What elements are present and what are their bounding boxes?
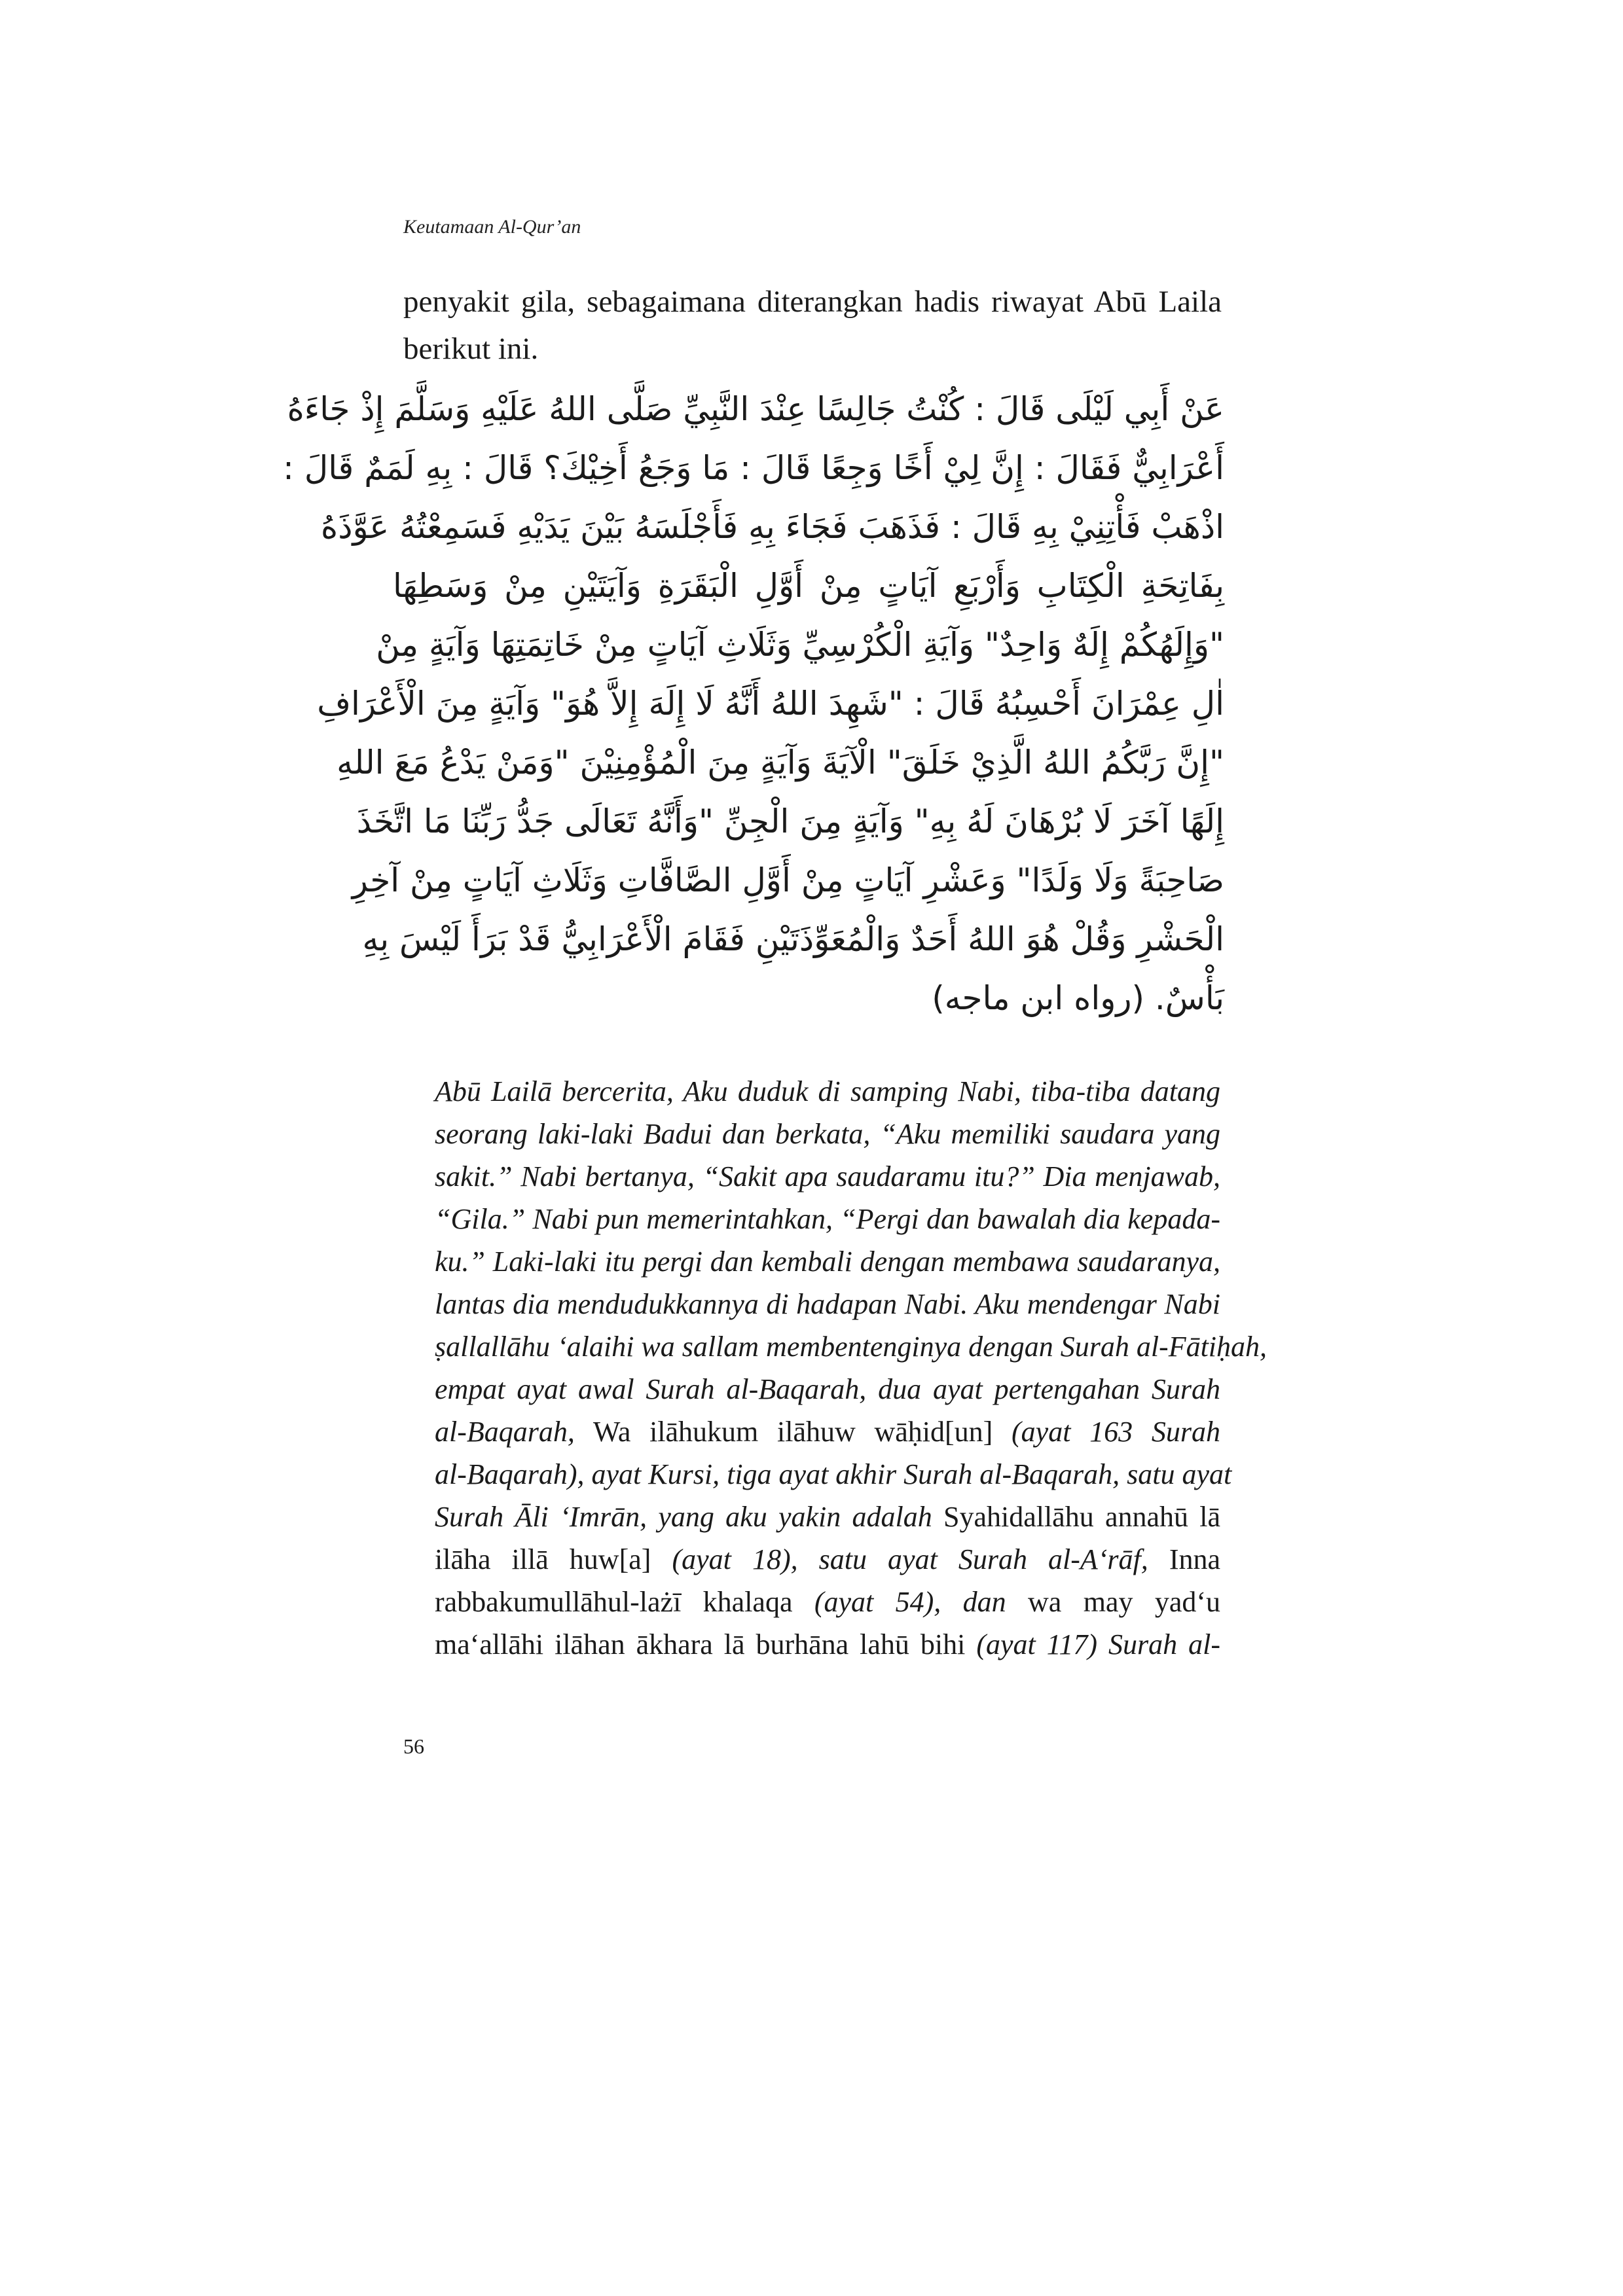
arabic-line: اذْهَبْ فَأْتِنِيْ بِهِ قَالَ : فَذَهَبَ فَجَاءَ بِهِ فَأَجْلَسَهُ بَيْنَ يَدَيْهِ فَسَمِعْتُهُ عَوَّذَهُ (321, 508, 1224, 546)
translation-line (435, 1623, 1220, 1666)
transliteration-segment: Inna (1169, 1543, 1221, 1575)
transliteration-segment: Syahidallāhu annahū lā (943, 1501, 1221, 1533)
arabic-line: "وَإِلَهُكُمْ إِلَهٌ وَاحِدٌ" وَآيَةِ الْكُرْسِيِّ وَثَلَاثِ آيَاتٍ مِنْ خَاتِمَتِهَا وَآيَةٍ مِنْ (376, 626, 1224, 664)
transliteration-segment: ilāha illā huw[a] (435, 1543, 651, 1575)
translation-paragraph (435, 1070, 1267, 1666)
intro-paragraph: penyakit gila, sebagaimana diterangkan hadis riwayat Abū Laila berikut ini. (403, 285, 1222, 366)
arabic-line: أَعْرَابِيٌّ فَقَالَ : إِنَّ لِيْ أَخًا وَجِعًا قَالَ : مَا وَجَعُ أَخِيْكَ؟ قَالَ : بِهِ لَمَمٌ قَالَ : (283, 449, 1224, 487)
translation-line: sakit.” Nabi bertanya, “Sakit apa saudaramu itu?” Dia menjawab, (435, 1160, 1220, 1193)
translation-line (435, 1496, 1220, 1538)
transliteration-segment: rabbakumullāhul-lażī khalaqa (435, 1586, 793, 1618)
running-header: Keutamaan Al-Qur’an (403, 216, 581, 238)
arabic-line: اٰلِ عِمْرَانَ أَحْسِبُهُ قَالَ : "شَهِدَ اللهُ أَنَّهُ لَا إِلَهَ إِلاَّ هُوَ" وَآيَةٍ مِنَ الْأَعْرَافِ (317, 685, 1224, 723)
translation-italic-segment: (ayat 54), dan (814, 1586, 1006, 1618)
translation-italic-segment: (ayat 117) Surah al- (976, 1628, 1220, 1660)
translation-line (435, 1410, 1220, 1453)
translation-line (435, 1581, 1220, 1623)
translation-italic-segment: (ayat 18), satu ayat Surah al-A‘rāf, (672, 1543, 1148, 1575)
translation-line: lantas dia mendudukkannya di hadapan Nabi. Aku mendengar Nabi (435, 1288, 1220, 1320)
translation-line: “Gila.” Nabi pun memerintahkan, “Pergi dan bawalah dia kepada- (435, 1203, 1220, 1235)
arabic-line: إِلَهًا آخَرَ لَا بُرْهَانَ لَهُ بِهِ" وَآيَةٍ مِنَ الْجِنِّ "وَأَنَّهُ تَعَالَى جَدُّ رَبِّنَا مَا اتَّخَذَ (356, 802, 1224, 840)
translation-line: ku.” Laki-laki itu pergi dan kembali dengan membawa saudaranya, (435, 1246, 1220, 1278)
arabic-line: "إِنَّ رَبَّكُمُ اللهُ الَّذِيْ خَلَقَ" الْآيَةَ وَآيَةٍ مِنَ الْمُؤْمِنِيْنَ "وَمَنْ يَدْعُ مَعَ اللهِ (337, 744, 1224, 781)
translation-line: ṣallallāhu ‘alaihi wa sallam membentenginya dengan Surah al-Fātiḥah, (435, 1331, 1267, 1363)
transliteration-segment: ma‘allāhi ilāhan ākhara lā burhāna lahū bihi (435, 1628, 966, 1660)
translation-italic-segment: al-Baqarah, (435, 1416, 575, 1448)
translation-line: Abū Lailā bercerita, Aku duduk di samping Nabi, tiba-tiba datang (435, 1075, 1220, 1107)
translation-line: al-Baqarah), ayat Kursi, tiga ayat akhir Surah al-Baqarah, satu ayat (435, 1458, 1232, 1490)
page-number: 56 (403, 1734, 424, 1758)
translation-italic-segment: Surah Āli ‘Imrān, yang aku yakin adalah (435, 1501, 932, 1533)
arabic-line: الْحَشْرِ وَقُلْ هُوَ اللهُ أَحَدٌ وَالْمُعَوِّذَتَيْنِ فَقَامَ الْأَعْرَابِيُّ قَدْ بَرَأَ لَيْسَ بِهِ (362, 920, 1224, 958)
transliteration-segment: wa may yad‘u (1028, 1586, 1221, 1618)
arabic-hadith-text (283, 380, 1224, 1028)
arabic-line: صَاحِبَةً وَلَا وَلَدًا" وَعَشْرِ آيَاتٍ مِنْ أَوَّلِ الصَّافَّاتِ وَثَلَاثِ آيَاتٍ مِنْ آخِرِ (352, 861, 1224, 899)
translation-line (435, 1538, 1220, 1581)
transliteration-segment: Wa ilāhukum ilāhuw wāḥid[un] (593, 1416, 993, 1448)
arabic-line: بِفَاتِحَةِ الْكِتَابِ وَأَرْبَعِ آيَاتٍ مِنْ أَوَّلِ الْبَقَرَةِ وَآيَتَيْنِ مِنْ وَسَطِهَا (393, 567, 1224, 605)
translation-line: seorang laki-laki Badui dan berkata, “Aku memiliki saudara yang (435, 1118, 1220, 1150)
arabic-line: عَنْ أَبِي لَيْلَى قَالَ : كُنْتُ جَالِسًا عِنْدَ النَّبِيِّ صَلَّى اللهُ عَلَيْهِ وَسَلَّمَ إِذْ جَاءَهُ (287, 390, 1224, 428)
translation-italic-segment: (ayat 163 Surah (1012, 1416, 1220, 1448)
translation-line: empat ayat awal Surah al-Baqarah, dua ayat pertengahan Surah (435, 1373, 1220, 1405)
arabic-line-source: بَأْسٌ. (رواه ابن ماجه) (932, 979, 1224, 1017)
